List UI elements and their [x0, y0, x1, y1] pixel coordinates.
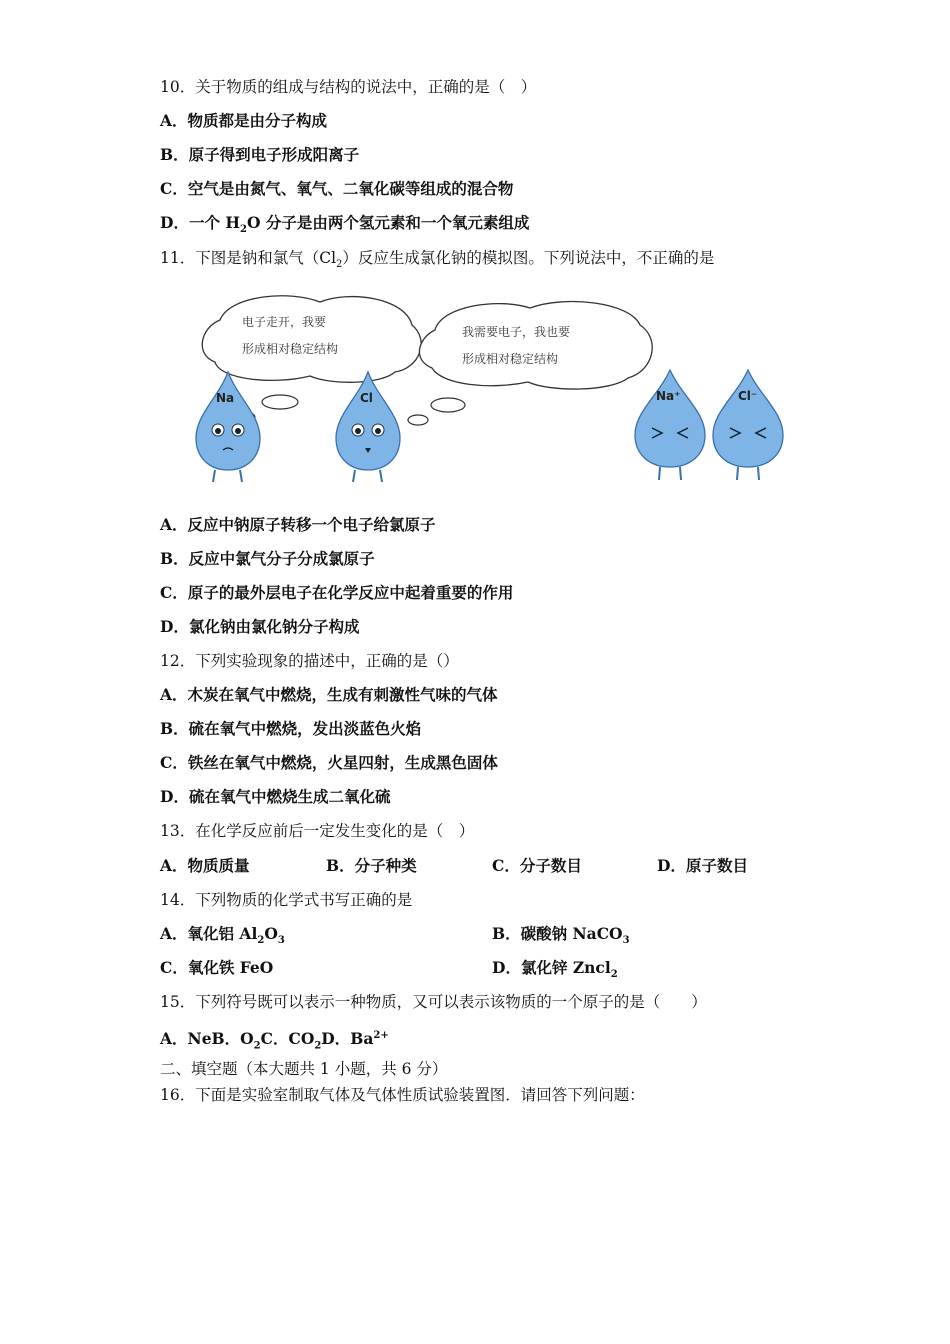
- q14-option-c: C．氧化铁 FeO: [160, 958, 274, 977]
- q10-option-a: A．物质都是由分子构成: [160, 111, 328, 130]
- q10-option-d: D．一个 $H_2O$ 分子是由两个氢元素和一个氧元素组成: [160, 213, 530, 236]
- bubble-left-line2: 形成相对稳定结构: [242, 342, 339, 356]
- sodium-ion-droplet: [635, 370, 705, 480]
- q13-option-a: A．物质质量: [160, 856, 250, 875]
- chlorine-atom-droplet: [336, 372, 400, 482]
- q14-option-d: D．氯化锌 Zncl$_2$: [492, 958, 618, 981]
- chlorine-ion-droplet: [713, 370, 783, 480]
- q13-option-d: D．原子数目: [657, 856, 748, 875]
- q13-option-b: B．分子种类: [326, 856, 417, 875]
- thought-dot: [262, 395, 298, 409]
- sodium-chlorine-reaction-figure: [180, 290, 800, 490]
- q14-option-a: A．氧化铝 $Al_2O_3$: [160, 924, 285, 947]
- q11-option-a: A．反应中钠原子转移一个电子给氯原子: [160, 515, 436, 534]
- q10-stem: 10．关于物质的组成与结构的说法中，正确的是（ ）: [160, 78, 537, 96]
- q10-option-b: B．原子得到电子形成阳离子: [160, 145, 360, 164]
- cl-ion-label: Cl⁻: [738, 389, 758, 403]
- bubble-right-line1: 我需要电子，我也要: [462, 325, 571, 339]
- q12-option-b: B．硫在氧气中燃烧，发出淡蓝色火焰: [160, 719, 422, 738]
- q12-option-a: A．木炭在氧气中燃烧，生成有刺激性气味的气体: [160, 685, 498, 704]
- cl-atom-label: Cl: [360, 391, 373, 405]
- q14-option-b: B．碳酸钠 NaCO$_3$: [492, 924, 630, 947]
- thought-bubble-left: [202, 296, 421, 383]
- section-heading-fill-in: 二、填空题（本大题共 1 小题，共 6 分）: [160, 1060, 448, 1078]
- q10-option-c: C．空气是由氮气、氧气、二氧化碳等组成的混合物: [160, 179, 514, 198]
- q11-stem: 11．下图是钠和氯气$(Cl_2)$反应生成氯化钠的模拟图。下列说法中，不正确的是: [160, 249, 715, 271]
- q13-stem: 13．在化学反应前后一定发生变化的是（ ）: [160, 822, 475, 840]
- q13-option-c: C．分子数目: [492, 856, 582, 875]
- q14-stem: 14．下列物质的化学式书写正确的是: [160, 891, 413, 909]
- q12-option-d: D．硫在氧气中燃烧生成二氧化硫: [160, 787, 391, 806]
- q15-stem: 15．下列符号既可以表示一种物质，又可以表示该物质的一个原子的是（ ）: [160, 993, 707, 1011]
- q15-options: A．NeB．$O_2C$．$CO_2D$．$Ba^{2+}$: [160, 1029, 389, 1052]
- bubble-left-line1: 电子走开，我要: [242, 315, 327, 329]
- q12-stem: 12．下列实验现象的描述中，正确的是（）: [160, 652, 459, 670]
- q11-option-b: B．反应中氯气分子分成氯原子: [160, 549, 375, 568]
- thought-dot: [408, 415, 428, 425]
- q11-option-c: C．原子的最外层电子在化学反应中起着重要的作用: [160, 583, 514, 602]
- sodium-atom-droplet: [196, 372, 260, 482]
- na-atom-label: Na: [216, 391, 235, 405]
- q12-option-c: C．铁丝在氧气中燃烧，火星四射，生成黑色固体: [160, 753, 498, 772]
- thought-bubble-right: [419, 302, 652, 390]
- bubble-right-line2: 形成相对稳定结构: [462, 352, 559, 366]
- q11-option-d: D．氯化钠由氯化钠分子构成: [160, 617, 360, 636]
- thought-dot: [431, 398, 465, 412]
- q16-stem: 16．下面是实验室制取气体及气体性质试验装置图．请回答下列问题：: [160, 1086, 645, 1104]
- na-ion-label: Na⁺: [656, 389, 681, 403]
